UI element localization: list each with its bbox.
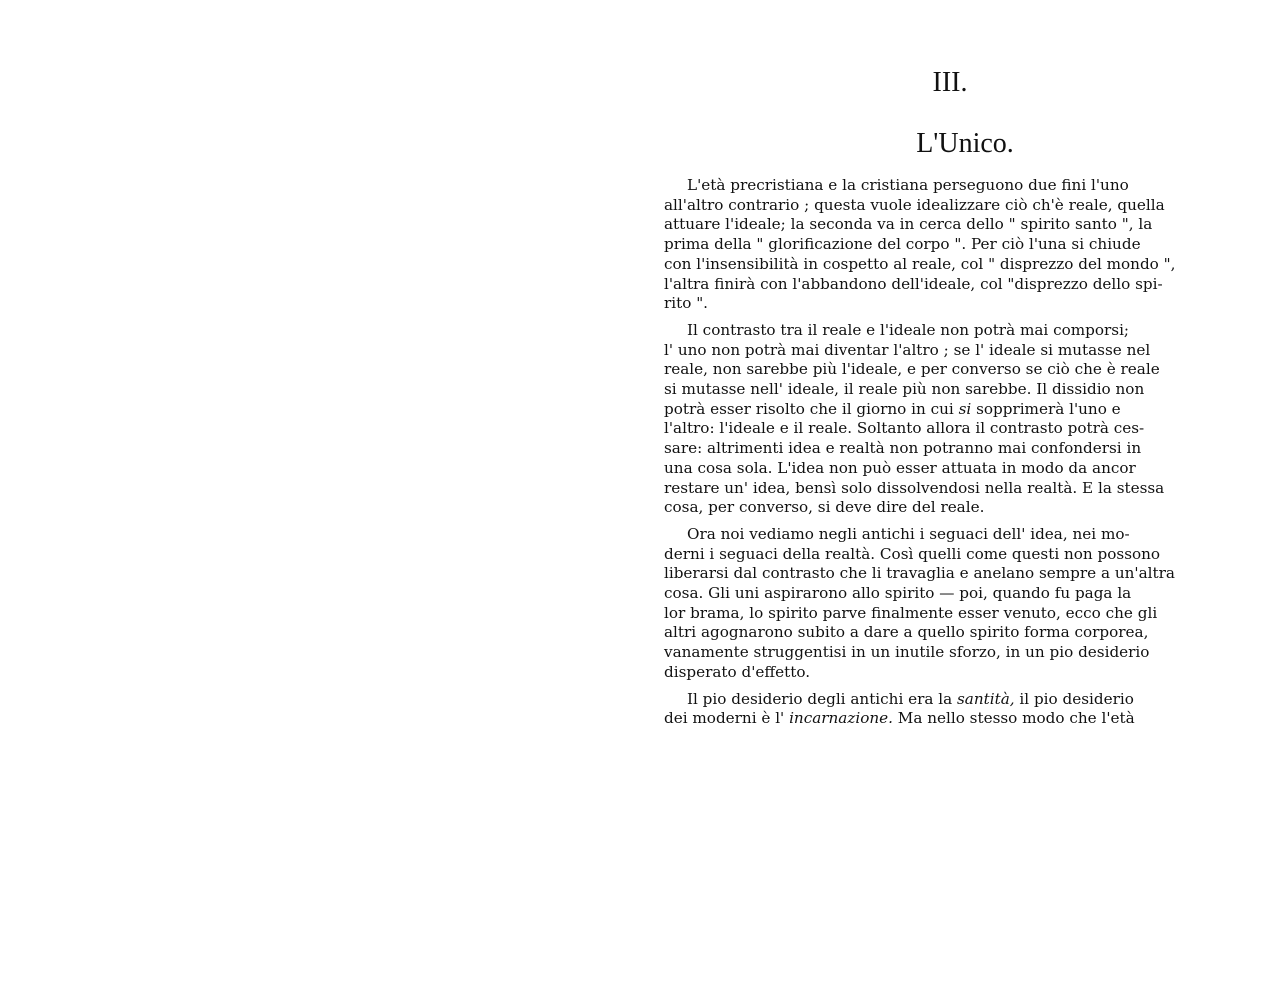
text-line: Il contrasto tra il reale e l'ideale non potrà mai comporsi; [687, 320, 1130, 339]
emphasis-text: incarnazione. [789, 709, 893, 728]
text-line: con l'insensibilità in cospetto al reale, col " disprezzo del mondo ", [664, 254, 1176, 273]
text-segment: sopprimerà l'uno e [976, 399, 1121, 418]
text-segment: il pio desiderio [1019, 689, 1134, 708]
right-page [664, 0, 1194, 989]
emphasis-text: si [958, 399, 972, 418]
text-line: disperato d'effetto. [664, 662, 811, 681]
paragraph-2 [664, 321, 1194, 518]
text-segment: dei moderni è l' [664, 709, 785, 728]
text-line: lor brama, lo spirito parve finalmente esser venuto, ecco che gli [664, 603, 1158, 622]
text-line: derni i seguaci della realtà. Così quelli come questi non possono [664, 544, 1161, 563]
text-line: L'età precristiana e la cristiana perseguono due fini l'uno [687, 176, 1129, 194]
text-segment: potrà esser risolto che il giorno in cui [664, 399, 954, 418]
body-text [664, 176, 1194, 736]
text-line: prima della " glorificazione del corpo ". Per ciò l'una si chiude [664, 235, 1141, 254]
text-line: restare un' idea, bensì solo dissolvendosi nella realtà. E la stessa [664, 478, 1165, 497]
text-line: l'altro: l'ideale e il reale. Soltanto allora il contrasto potrà ces- [664, 419, 1145, 438]
text-line: all'altro contrario ; questa vuole idealizzare ciò ch'è reale, quella [664, 195, 1165, 214]
paragraph-3 [664, 525, 1194, 683]
text-line: cosa, per converso, si deve dire del reale. [664, 498, 985, 517]
emphasis-text: santità, [957, 689, 1015, 708]
text-line: rito ". [664, 294, 709, 313]
text-line [664, 400, 1194, 420]
text-line: reale, non sarebbe più l'ideale, e per converso se ciò che è reale [664, 360, 1160, 379]
text-line [664, 709, 1194, 729]
text-line: si mutasse nell' ideale, il reale più non sarebbe. Il dissidio non [664, 380, 1145, 399]
paragraph-1 [664, 176, 1194, 314]
text-segment: Il pio desiderio degli antichi era la [687, 689, 953, 708]
text-line: una cosa sola. L'idea non può esser attuata in modo da ancor [664, 458, 1136, 477]
text-line: attuare l'ideale; la seconda va in cerca dello " spirito santo ", la [664, 215, 1153, 234]
text-line: altri agognarono subito a dare a quello spirito forma corporea, [664, 623, 1149, 642]
text-line: Ora noi vediamo negli antichi i seguaci dell' idea, nei mo- [687, 524, 1130, 543]
text-line: sare: altrimenti idea e realtà non potranno mai confondersi in [664, 439, 1142, 458]
chapter-title: L'Unico. [916, 128, 1014, 159]
text-segment: Ma nello stesso modo che l'età [897, 709, 1135, 728]
paragraph-4 [664, 690, 1194, 729]
text-line: cosa. Gli uni aspirarono allo spirito — poi, quando fu paga la [664, 584, 1132, 603]
text-line [664, 690, 1194, 710]
text-line: vanamente struggentisi in un inutile sforzo, in un pio desiderio [664, 643, 1150, 662]
text-line: l'altra finirà con l'abbandono dell'ideale, col "disprezzo dello spi- [664, 274, 1163, 293]
chapter-number: III. [932, 67, 968, 98]
text-line: l' uno non potrà mai diventar l'altro ; se l' ideale si mutasse nel [664, 340, 1151, 359]
text-line: liberarsi dal contrasto che li travaglia e anelano sempre a un'altra [664, 564, 1175, 583]
